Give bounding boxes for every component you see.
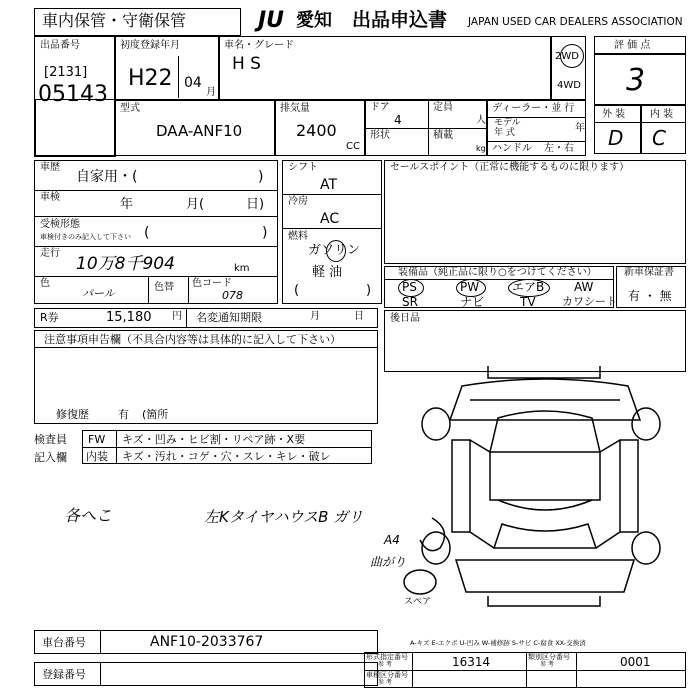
interior-items: キズ・汚れ・コゲ・穴・スレ・キレ・破レ	[122, 450, 331, 463]
header-storage-note: 車内保管・守衛保管	[42, 11, 187, 30]
class-number-value: 0001	[620, 655, 651, 669]
inspection-type-close: )	[262, 225, 268, 241]
capacity-unit: 人	[476, 115, 486, 126]
car-name-grade: H S	[232, 54, 261, 74]
fw-label: FW	[88, 433, 106, 446]
after-items-label: 後日品	[390, 313, 420, 324]
equip-sr: SR	[402, 295, 418, 309]
form-title: 出品申込書	[352, 9, 448, 31]
reg-number-label: 登録番号	[42, 668, 86, 681]
handle-options: 左・右	[544, 143, 574, 154]
shaken-month: 月(	[186, 197, 205, 212]
equip-airbag: エアB	[512, 280, 545, 294]
body-number-label: 車種区分番号	[366, 671, 408, 679]
shaken-label: 車検	[40, 192, 60, 203]
mileage-unit: km	[234, 263, 250, 274]
model-year-label-1: モデル	[494, 118, 521, 128]
color-value: パール	[82, 287, 115, 300]
recycle-unit: 円	[172, 311, 182, 322]
equipment-label: 装備品（純正品に限り○をつけてください）	[398, 267, 597, 278]
class-number-label: 類別区分番号	[528, 653, 570, 661]
fuel-close: )	[366, 283, 372, 298]
displacement-unit: CC	[346, 141, 360, 152]
sales-point-label: セールスポイント（正常に機能するものに限ります）	[390, 162, 630, 173]
lot-number: 05143	[38, 82, 108, 107]
ac-value: AC	[320, 211, 340, 227]
score-label: 評 価 点	[614, 40, 651, 51]
equip-leather: カワシート	[562, 295, 617, 308]
exterior-label: 外 装	[602, 109, 626, 120]
name-change-day: 日	[354, 311, 364, 322]
car-name-label: 車名・グレード	[224, 40, 294, 51]
lot-number-sub: [2131]	[44, 65, 88, 80]
type-number-value: 16314	[452, 655, 491, 669]
equip-aw: AW	[574, 280, 594, 294]
color-code-value: 078	[222, 289, 243, 302]
ju-logo: JU	[258, 8, 285, 33]
equip-ps: PS	[402, 280, 417, 294]
repair-history-place: (箇所	[142, 408, 169, 421]
load-unit: kg	[476, 144, 486, 153]
model-year-label-2: 年 式	[494, 128, 515, 138]
notes-label: 注意事項申告欄（不具合内容等は具体的に記入して下さい）	[44, 333, 341, 346]
dealer-label: ディーラー・並 行	[492, 103, 575, 114]
warranty-label: 新車保証書	[624, 267, 674, 278]
handnote-a4: A4	[384, 533, 400, 547]
recycle-value: 15,180	[106, 310, 152, 325]
inspection-type-label: 受検形態	[40, 219, 80, 230]
exterior-value: D	[608, 126, 624, 150]
history-value: 自家用・(	[76, 169, 138, 185]
interior-value: C	[652, 126, 666, 150]
first-reg-era: H22	[128, 66, 173, 91]
inspection-type-sub: 車検付きのみ記入して下さい	[40, 233, 131, 241]
chassis-number: ANF10-2033767	[150, 634, 264, 650]
load-label: 積載	[433, 130, 453, 141]
equip-pw: PW	[460, 280, 480, 294]
handnote-dents: 各へこ	[64, 506, 113, 525]
inspector-label: 検査員	[34, 433, 67, 446]
model-label: 型式	[120, 103, 140, 114]
fuel-label: 燃料	[288, 231, 308, 242]
warranty-options: 有 ・ 無	[628, 289, 672, 303]
name-change-month: 月	[310, 311, 320, 322]
mileage-label: 走行	[40, 248, 60, 259]
inspection-type-open: (	[144, 225, 150, 241]
displacement-value: 2400	[296, 121, 337, 140]
name-change-label: 名変通知期限	[196, 311, 262, 324]
interior-row-label: 内装	[86, 450, 108, 463]
type-number-label: 形式指定番号	[366, 653, 408, 661]
type-number-sub: 参 考	[378, 661, 392, 668]
spare-label: スペア	[404, 597, 432, 607]
doors-value: 4	[394, 113, 402, 127]
association-name: JAPAN USED CAR DEALERS ASSOCIATION	[468, 16, 683, 28]
chassis-label: 車台番号	[42, 636, 86, 649]
class-number-sub: 参 考	[540, 661, 554, 668]
drive-4wd: 4WD	[557, 80, 581, 91]
shaken-day: 日)	[246, 197, 265, 212]
fuel-diesel: 軽 油	[312, 265, 343, 280]
shift-label: シフト	[288, 162, 318, 173]
history-close: )	[258, 169, 264, 185]
shape-label: 形状	[370, 130, 390, 141]
mileage-value: 10万8千904	[76, 254, 175, 274]
handnote-tirehouse: 左KタイヤハウスB ガリ	[204, 508, 364, 526]
fw-items: キズ・凹み・ヒビ割・リペア跡・X要	[122, 433, 306, 446]
handle-label: ハンドル	[492, 143, 532, 154]
capacity-label: 定員	[433, 102, 453, 113]
doors-label: ドア	[370, 102, 390, 113]
displacement-label: 排気量	[280, 103, 310, 114]
handnote-bent: 曲がり	[370, 555, 407, 569]
body-number-sub: 参 考	[378, 679, 392, 686]
ac-label: 冷房	[288, 196, 308, 207]
equip-navi: ナビ	[460, 295, 485, 309]
first-reg-label: 初度登録年月	[120, 40, 180, 51]
color-code-label: 色コード	[192, 278, 232, 289]
model-value: DAA-ANF10	[156, 122, 243, 140]
lot-number-label: 出品番号	[40, 40, 80, 51]
first-reg-month: 04	[184, 75, 202, 91]
recycle-label: R券	[40, 311, 59, 324]
header-pref: 愛知	[296, 10, 332, 31]
drive-2wd: 2WD	[555, 51, 579, 62]
fuel-gasoline: ガソリン	[308, 243, 361, 258]
shift-value: AT	[320, 177, 338, 193]
shaken-year: 年	[120, 197, 134, 212]
fuel-open: (	[294, 283, 300, 298]
history-label: 車歴	[40, 162, 60, 173]
equip-tv: TV	[520, 295, 536, 309]
score-value: 3	[626, 63, 646, 98]
repaint-label: 色替	[154, 282, 174, 293]
color-label: 色	[40, 278, 50, 289]
interior-label: 内 装	[650, 109, 674, 120]
repair-history-label: 修復歴	[56, 408, 89, 421]
entry-label: 記入欄	[34, 451, 67, 464]
first-reg-month-unit: 月	[206, 87, 216, 98]
repair-history-yes: 有	[118, 408, 129, 421]
damage-legend: A-キズ E-エクボ U-凹み W-補修跡 S-サビ C-腐食 XX-交換済	[410, 639, 586, 647]
model-year-unit: 年	[575, 123, 585, 134]
